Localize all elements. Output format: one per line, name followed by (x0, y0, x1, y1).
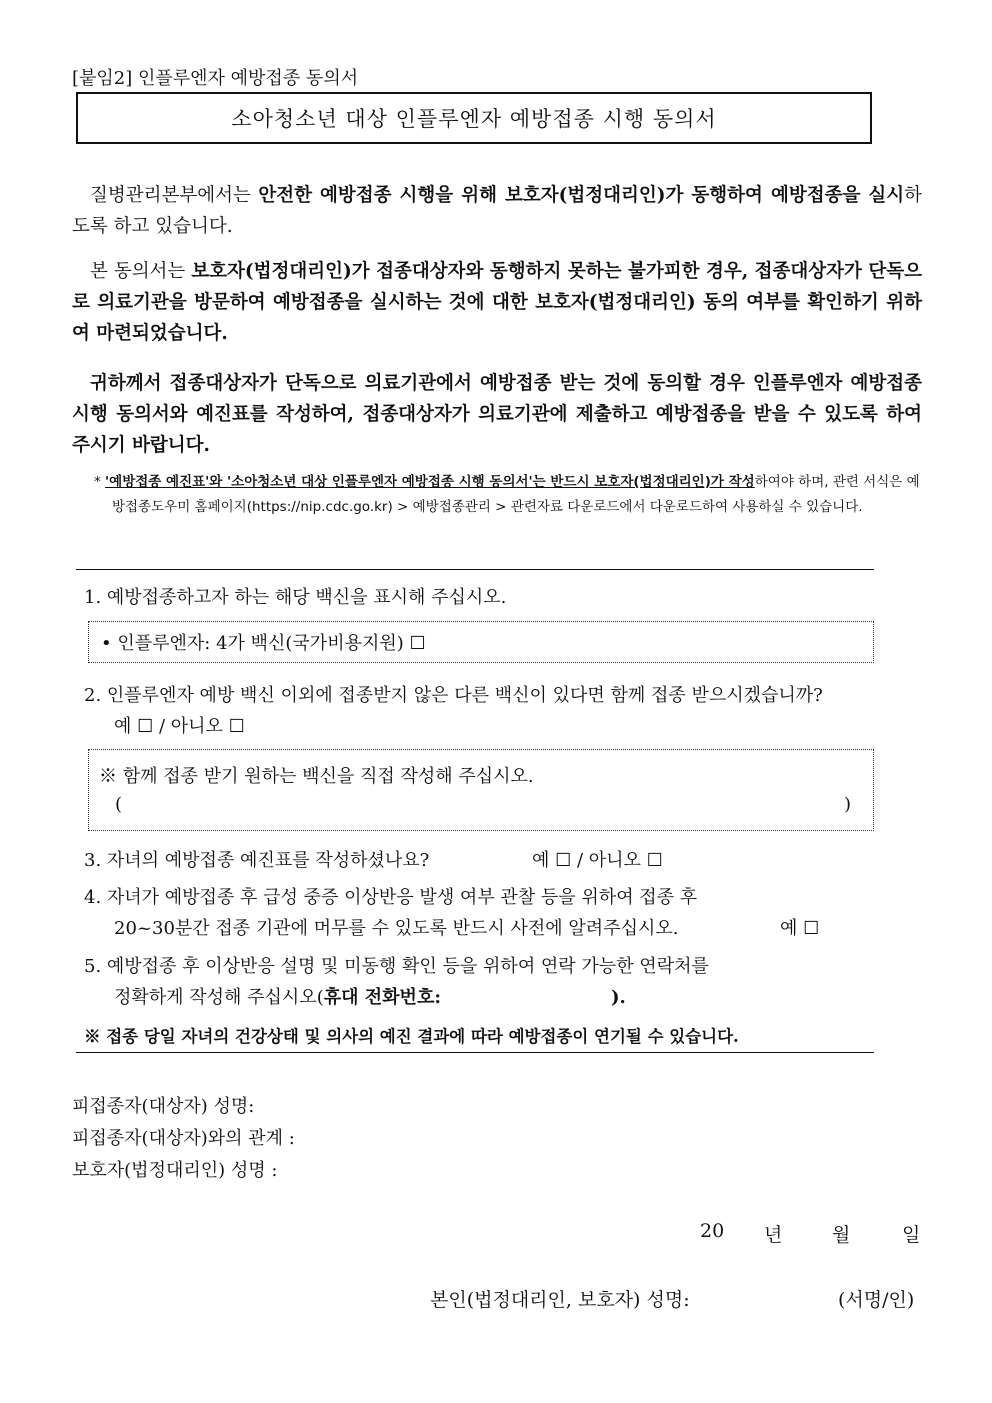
intro-p1-lead: 질병관리본부에서는 (90, 185, 259, 206)
intro-paragraph-3: 귀하께서 접종대상자가 단독으로 의료기관에서 예방접종 받는 것에 동의할 경우 인플루엔자 예방접종 시행 동의서와 예진표를 작성하여, 접종대상자가 의료기관에 제출하고 예방접종을 받을 수 있도록 하여 주시기 바랍니다. (72, 373, 922, 456)
question-5-close: ). (610, 987, 626, 1008)
question-4-option[interactable]: 예 ☐ (780, 918, 820, 939)
footnote-bullet: * (94, 474, 106, 490)
question-3-options[interactable]: 예 ☐ / 아니오 ☐ (532, 850, 663, 871)
phone-label: 휴대 전화번호: (323, 987, 441, 1008)
other-vaccine-box[interactable] (88, 749, 874, 831)
question-4-line-2: 20~30분간 접종 기관에 머무를 수 있도록 반드시 사전에 알려주십시오. (114, 918, 679, 939)
footnote-underlined: '예방접종 예진표'와 '소아청소년 대상 인플루엔자 예방접종 시행 동의서'는 반드시 보호자(법정대리인)가 작성 (105, 474, 755, 490)
delay-warning: ※ 접종 당일 자녀의 건강상태 및 의사의 예진 결과에 따라 예방접종이 연기될 수 있습니다. (84, 1027, 739, 1046)
subject-name-label: 피접종자(대상자) 성명: (72, 1096, 255, 1117)
date-year-unit: 년 (764, 1224, 783, 1246)
question-3: 3. 자녀의 예방접종 예진표를 작성하셨나요? (84, 850, 430, 871)
intro-p1-bold: 안전한 예방접종 시행을 위해 보호자(법정대리인)가 동행하여 예방접종을 실시 (258, 185, 905, 206)
question-5-line-1: 5. 예방접종 후 이상반응 설명 및 미동행 확인 등을 위하여 연락 가능한 연락처를 (84, 956, 709, 977)
question-4-line-1: 4. 자녀가 예방접종 후 급성 중증 이상반응 발생 여부 관찰 등을 위하여 접종 후 (84, 887, 698, 908)
vaccine-option-box[interactable]: • 인플루엔자: 4가 백신(국가비용지원) ☐ (88, 621, 874, 663)
intro-p2-lead: 본 동의서는 (90, 261, 192, 282)
question-5-lead: 정확하게 작성해 주십시오( (114, 987, 324, 1008)
date-month-unit: 월 (832, 1224, 851, 1246)
intro-paragraph-2 (72, 256, 922, 349)
question-2: 2. 인플루엔자 예방 백신 이외에 접종받지 않은 다른 백신이 있다면 함께 접종 받으시겠습니까? (84, 685, 823, 706)
date-year-prefix: 20 (700, 1220, 725, 1242)
intro-p2-bold: 보호자(법정대리인)가 접종대상자와 동행하지 못하는 불가피한 경우, 접종대상자가 단독으로 의료기관을 방문하여 예방접종을 실시하는 것에 대한 보호자(법정대리인) 동의 여부를 확인하기 위하여 마련되었습니다. (72, 261, 923, 344)
intro-paragraph-1 (72, 180, 922, 242)
document-title: 소아청소년 대상 인플루엔자 예방접종 시행 동의서 (76, 92, 872, 144)
intro-p1-tail: 하도록 하고 있습니다. (72, 185, 922, 237)
footnote-rest: 하여야 하며, 관련 서식은 예방접종도우미 홈페이지(https://nip.cdc.go.kr) > 예방접종관리 > 관련자료 다운로드에서 다운로드하여 사용하실 수 있습니다. (112, 474, 920, 515)
signature-seal: (서명/인) (838, 1289, 915, 1311)
guardian-name-label: 보호자(법정대리인) 성명 : (72, 1160, 278, 1181)
relation-label: 피접종자(대상자)와의 관계 : (72, 1128, 295, 1149)
question-1: 1. 예방접종하고자 하는 해당 백신을 표시해 주십시오. (84, 587, 507, 608)
attachment-label: [붙임2] 인플루엔자 예방접종 동의서 (72, 68, 359, 89)
section-top-rule (76, 569, 874, 570)
signer-name-label: 본인(법정대리인, 보호자) 성명: (430, 1289, 690, 1311)
question-2-options[interactable]: 예 ☐ / 아니오 ☐ (114, 716, 245, 737)
date-day-unit: 일 (902, 1224, 921, 1246)
other-vaccine-open-paren: ( (115, 794, 123, 815)
section-bottom-rule (76, 1052, 874, 1053)
other-vaccine-instruction: ※ 함께 접종 받기 원하는 백신을 직접 작성해 주십시오. (99, 766, 534, 787)
other-vaccine-close-paren: ) (843, 794, 851, 815)
footnote (94, 470, 922, 520)
question-5-line-2 (114, 982, 898, 1013)
